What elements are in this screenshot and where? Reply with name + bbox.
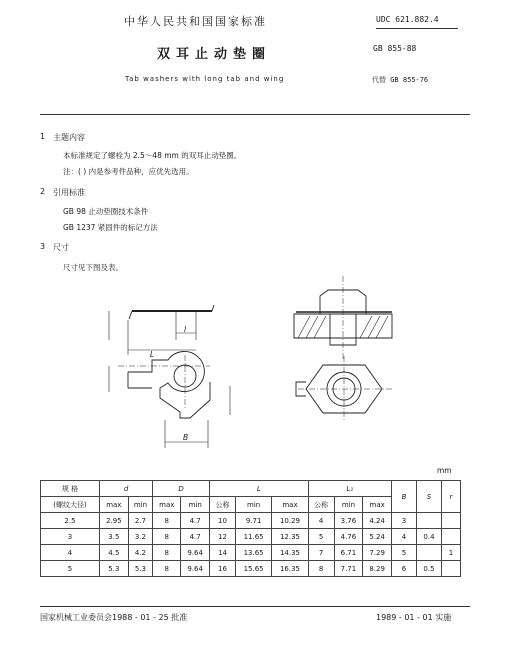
cell-S bbox=[417, 513, 442, 529]
header-thread-dia: (螺纹大径) bbox=[41, 497, 100, 513]
cell-r bbox=[442, 513, 461, 529]
cell-S: 0.5 bbox=[417, 561, 442, 577]
header-L-nominal: 公称 bbox=[210, 497, 236, 513]
cell-spec: 2.5 bbox=[41, 513, 100, 529]
header-D-min: min bbox=[181, 497, 210, 513]
header-L: L bbox=[210, 481, 309, 497]
cell-d-min: 5.3 bbox=[128, 561, 153, 577]
cell-D-min: 9.64 bbox=[181, 545, 210, 561]
cell-L1-max: 7.29 bbox=[363, 545, 392, 561]
section-3-line-1: 尺寸见下图及表。 bbox=[63, 263, 123, 272]
cell-S: 0.4 bbox=[417, 529, 442, 545]
cell-L1-nominal: 7 bbox=[308, 545, 334, 561]
dimension-label-b: B bbox=[183, 433, 189, 442]
cell-L1-nominal: 5 bbox=[308, 529, 334, 545]
cell-L1-min: 4.76 bbox=[334, 529, 363, 545]
cell-r: 1 bbox=[442, 545, 461, 561]
cell-L1-max: 8.29 bbox=[363, 561, 392, 577]
header-L-max: max bbox=[272, 497, 308, 513]
header-L1: L₁ bbox=[308, 481, 391, 497]
cell-L-nominal: 16 bbox=[210, 561, 236, 577]
section-3-heading: 尺寸 bbox=[53, 243, 69, 252]
cell-S bbox=[417, 545, 442, 561]
header-r: r bbox=[442, 481, 461, 513]
approval-date: 国家机械工业委员会1988 - 01 - 25 批准 bbox=[40, 613, 188, 622]
cell-L1-max: 5.24 bbox=[363, 529, 392, 545]
cell-r bbox=[442, 529, 461, 545]
header-d: d bbox=[100, 481, 153, 497]
cell-D-min: 9.64 bbox=[181, 561, 210, 577]
table-row bbox=[41, 545, 461, 561]
cell-d-min: 2.7 bbox=[128, 513, 153, 529]
cell-d-min: 3.2 bbox=[128, 529, 153, 545]
cell-r bbox=[442, 561, 461, 577]
plan-view-drawing bbox=[109, 352, 230, 449]
table-row bbox=[41, 513, 461, 529]
header-L1-nominal: 公称 bbox=[308, 497, 334, 513]
section-3-number: 3 bbox=[40, 242, 46, 251]
section-2-line-2: GB 1237 紧固件的标记方法 bbox=[63, 223, 158, 232]
cell-B: 5 bbox=[392, 545, 417, 561]
section-2-line-1: GB 98 止动垫圈技术条件 bbox=[63, 207, 149, 216]
cell-L-nominal: 12 bbox=[210, 529, 236, 545]
cell-D-min: 4.7 bbox=[181, 529, 210, 545]
header-S: S bbox=[417, 481, 442, 513]
cell-D-max: 8 bbox=[153, 561, 181, 577]
header-D: D bbox=[153, 481, 210, 497]
side-view-drawing bbox=[109, 305, 214, 355]
cell-D-max: 8 bbox=[153, 529, 181, 545]
cell-L-min: 9.71 bbox=[235, 513, 271, 529]
cell-D-max: 8 bbox=[153, 513, 181, 529]
dimension-label-l1: l bbox=[184, 325, 187, 334]
cell-B: 3 bbox=[392, 513, 417, 529]
cell-spec: 3 bbox=[41, 529, 100, 545]
header-d-min: min bbox=[128, 497, 153, 513]
cell-D-max: 8 bbox=[153, 545, 181, 561]
cell-d-max: 2.95 bbox=[100, 513, 129, 529]
cell-d-max: 4.5 bbox=[100, 545, 129, 561]
english-title: Tab washers with long tab and wing bbox=[125, 75, 285, 83]
cell-L-nominal: 10 bbox=[210, 513, 236, 529]
cell-L1-min: 6.71 bbox=[334, 545, 363, 561]
cell-L1-min: 3.76 bbox=[334, 513, 363, 529]
cell-L1-nominal: 4 bbox=[308, 513, 334, 529]
cell-L-nominal: 14 bbox=[210, 545, 236, 561]
replaces-standard: 代替 GB 855-76 bbox=[372, 76, 429, 84]
section-1-line-1: 本标准规定了螺栓为 2.5～48 mm 的双耳止动垫圈。 bbox=[63, 151, 242, 160]
header-B: B bbox=[392, 481, 417, 513]
cell-d-max: 3.5 bbox=[100, 529, 129, 545]
cell-L-min: 15.65 bbox=[235, 561, 271, 577]
cell-B: 6 bbox=[392, 561, 417, 577]
standard-number: GB 855-88 bbox=[373, 44, 417, 53]
cell-L-max: 12.35 bbox=[272, 529, 308, 545]
cell-L1-nominal: 8 bbox=[308, 561, 334, 577]
assembly-top-view-drawing bbox=[296, 356, 392, 422]
cell-spec: 4 bbox=[41, 545, 100, 561]
table-unit: mm bbox=[437, 466, 452, 475]
header-d-max: max bbox=[100, 497, 129, 513]
section-2-number: 2 bbox=[40, 187, 46, 196]
issuing-body: 中华人民共和国国家标准 bbox=[124, 15, 267, 28]
table-row bbox=[41, 529, 461, 545]
cell-L-max: 14.35 bbox=[272, 545, 308, 561]
section-2-heading: 引用标准 bbox=[53, 188, 85, 197]
cell-spec: 5 bbox=[41, 561, 100, 577]
cell-d-min: 4.2 bbox=[128, 545, 153, 561]
dimension-table bbox=[40, 480, 461, 577]
cell-D-min: 4.7 bbox=[181, 513, 210, 529]
footer-rule bbox=[40, 606, 470, 607]
dimension-label-l: L bbox=[150, 350, 155, 359]
udc-number: UDC 621.882.4 bbox=[376, 15, 439, 24]
cell-L-min: 13.65 bbox=[235, 545, 271, 561]
header-spec: 规 格 bbox=[41, 481, 100, 497]
assembly-section-drawing bbox=[294, 276, 392, 360]
document-title: 双耳止动垫圈 bbox=[157, 47, 272, 62]
cell-L1-min: 7.71 bbox=[334, 561, 363, 577]
cell-d-max: 5.3 bbox=[100, 561, 129, 577]
table-row bbox=[41, 561, 461, 577]
table-header-row-1 bbox=[41, 481, 461, 497]
effective-date: 1989 - 01 - 01 实施 bbox=[376, 613, 452, 622]
section-1-heading: 主题内容 bbox=[53, 133, 85, 142]
cell-L-min: 11.65 bbox=[235, 529, 271, 545]
cell-B: 4 bbox=[392, 529, 417, 545]
cell-L-max: 16.35 bbox=[272, 561, 308, 577]
header-L-min: min bbox=[235, 497, 271, 513]
cell-L-max: 10.29 bbox=[272, 513, 308, 529]
header-L1-min: min bbox=[334, 497, 363, 513]
section-1-line-2: 注：( ) 内是参考件品种，应优先选用。 bbox=[63, 167, 194, 176]
section-1-number: 1 bbox=[40, 132, 46, 141]
cell-L1-max: 4.24 bbox=[363, 513, 392, 529]
header-L1-max: max bbox=[363, 497, 392, 513]
header-D-max: max bbox=[153, 497, 181, 513]
